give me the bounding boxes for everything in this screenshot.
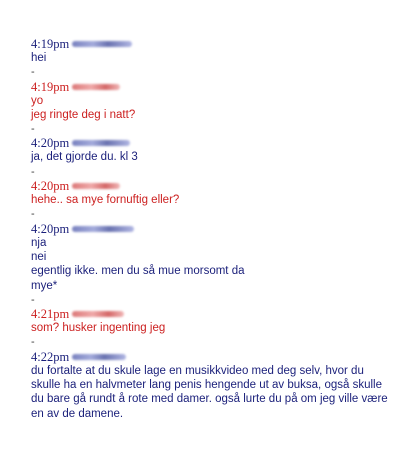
timestamp: 4:22pm bbox=[31, 349, 70, 364]
message-header bbox=[31, 80, 403, 94]
message-line: som? husker ingenting jeg bbox=[31, 322, 166, 335]
message-separator: - bbox=[31, 123, 35, 136]
message-line: hehe.. sa mye fornuftig eller? bbox=[31, 194, 180, 207]
message-separator: - bbox=[31, 208, 35, 221]
message-line: nja bbox=[31, 236, 47, 249]
message-header bbox=[31, 350, 403, 364]
message-separator: - bbox=[31, 336, 35, 349]
message-line: egentlig ikke. men du så mue morsomt da bbox=[31, 265, 245, 278]
chat-message bbox=[31, 350, 403, 421]
chat-message bbox=[31, 37, 403, 65]
chat-message bbox=[31, 222, 403, 293]
message-header bbox=[31, 222, 403, 236]
timestamp: 4:20pm bbox=[31, 179, 70, 194]
chat-message bbox=[31, 80, 403, 123]
message-header bbox=[31, 37, 403, 51]
message-separator: - bbox=[31, 293, 35, 306]
timestamp: 4:20pm bbox=[31, 136, 70, 151]
message-line: ja, det gjorde du. kl 3 bbox=[31, 151, 138, 164]
chat-log bbox=[31, 37, 403, 421]
redacted-username bbox=[72, 183, 120, 189]
message-text: du fortalte at du skule lage en musikkvideo med deg selv, hvor du skulle ha en halvmeter lang penis hengende ut av buksa, også skulle du bare gå rundt å rote med damer. også lurte du på om jeg ville være en av de damene. bbox=[31, 364, 388, 420]
message-header bbox=[31, 307, 403, 321]
redacted-username bbox=[72, 226, 134, 232]
message-header bbox=[31, 136, 403, 150]
redacted-username bbox=[72, 354, 126, 360]
message-header bbox=[31, 179, 403, 193]
timestamp: 4:19pm bbox=[31, 37, 70, 51]
message-separator: - bbox=[31, 66, 35, 79]
message-line: jeg ringte deg i natt? bbox=[31, 108, 136, 121]
chat-message bbox=[31, 136, 403, 164]
chat-message bbox=[31, 307, 403, 335]
message-line: yo bbox=[31, 94, 44, 107]
timestamp: 4:21pm bbox=[31, 307, 70, 322]
message-line: mye* bbox=[31, 279, 58, 292]
redacted-username bbox=[72, 41, 132, 47]
redacted-username bbox=[72, 84, 120, 90]
redacted-username bbox=[72, 140, 130, 146]
message-line: nei bbox=[31, 250, 47, 263]
timestamp: 4:20pm bbox=[31, 221, 70, 236]
timestamp: 4:19pm bbox=[31, 79, 70, 94]
message-separator: - bbox=[31, 165, 35, 178]
message-line: hei bbox=[31, 52, 47, 64]
chat-message bbox=[31, 179, 403, 207]
redacted-username bbox=[72, 311, 124, 317]
